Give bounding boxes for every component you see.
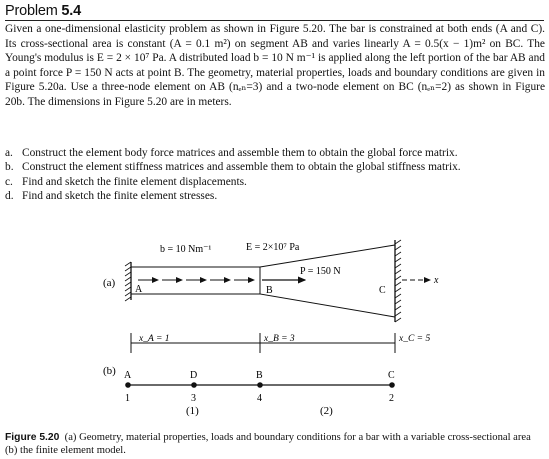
figure-caption [5, 431, 545, 457]
node-2 [389, 382, 395, 388]
caption-label: Figure 5.20 [5, 432, 60, 443]
problem-statement: Given a one-dimensional elasticity problem as shown in Figure 5.20. The bar is constrained at both ends (A and C). Its cross-sectional area is constant (A = 0.1 m²) on segment AB and varies linearly A = 0.5(x − 1)m² on BC. The Young's modulus is E = 2 × 10⁷ Pa. A distributed load b = 10 N m⁻¹ is applied along the left portion of the bar AB and a point force P = 150 N acts at point B. The geometry, material properties, loads and boundary conditions are given in Figure 5.20a. Use a three-node element on AB (nₑₙ=3) and a two-node element on BC (nₑₙ=2) as shown in Figure 20b. The dimensions in Figure 5.20 are in meters. [5, 23, 545, 108]
node-3-number: 3 [191, 393, 196, 404]
dimension-line [131, 333, 395, 353]
fe-point-a: A [124, 370, 132, 381]
node-4 [257, 382, 263, 388]
problem-number: 5.4 [61, 3, 81, 19]
xc-label: x_C = 5 [399, 334, 431, 344]
load-b-label: b = 10 Nm⁻¹ [160, 244, 212, 255]
figure-label-a: (a) [103, 277, 116, 289]
left-wall-support [125, 262, 131, 301]
point-a-label: A [135, 284, 143, 295]
point-b-label: B [266, 285, 273, 296]
node-2-number: 2 [389, 393, 394, 404]
element-1-label: (1) [186, 405, 199, 417]
fe-point-c: C [388, 370, 395, 381]
fe-point-d: D [190, 370, 198, 381]
x-axis-label: x [434, 275, 439, 286]
element-2-label: (2) [320, 405, 333, 417]
force-p-label: P = 150 N [300, 266, 341, 277]
node-4-number: 4 [257, 393, 262, 404]
bar-segment-bc [260, 245, 395, 317]
task-item-b: b. Construct the element stiffness matrices and assemble them to obtain the global stiffness matrix. [5, 161, 461, 174]
figure-label-b: (b) [103, 365, 116, 377]
task-item-c: c. Find and sketch the finite element displacements. [5, 175, 247, 188]
node-3 [191, 382, 197, 388]
node-1 [125, 382, 131, 388]
xa-label: x_A = 1 [139, 334, 170, 344]
caption-text: (a) Geometry, material properties, loads and boundary conditions for a bar with a variable cross-sectional area (b) the finite element model. [5, 432, 531, 457]
point-c-label: C [379, 285, 386, 296]
modulus-label: E = 2×10⁷ Pa [246, 242, 300, 253]
node-1-number: 1 [125, 393, 130, 404]
problem-prefix: Problem [5, 3, 62, 19]
right-wall-support [395, 240, 401, 322]
task-item-a: a. Construct the element body force matrices and assemble them to obtain the global force matrix. [5, 147, 458, 159]
xb-label: x_B = 3 [264, 334, 295, 344]
fe-point-b: B [256, 370, 263, 381]
task-item-d: d. Find and sketch the finite element stresses. [5, 190, 218, 203]
